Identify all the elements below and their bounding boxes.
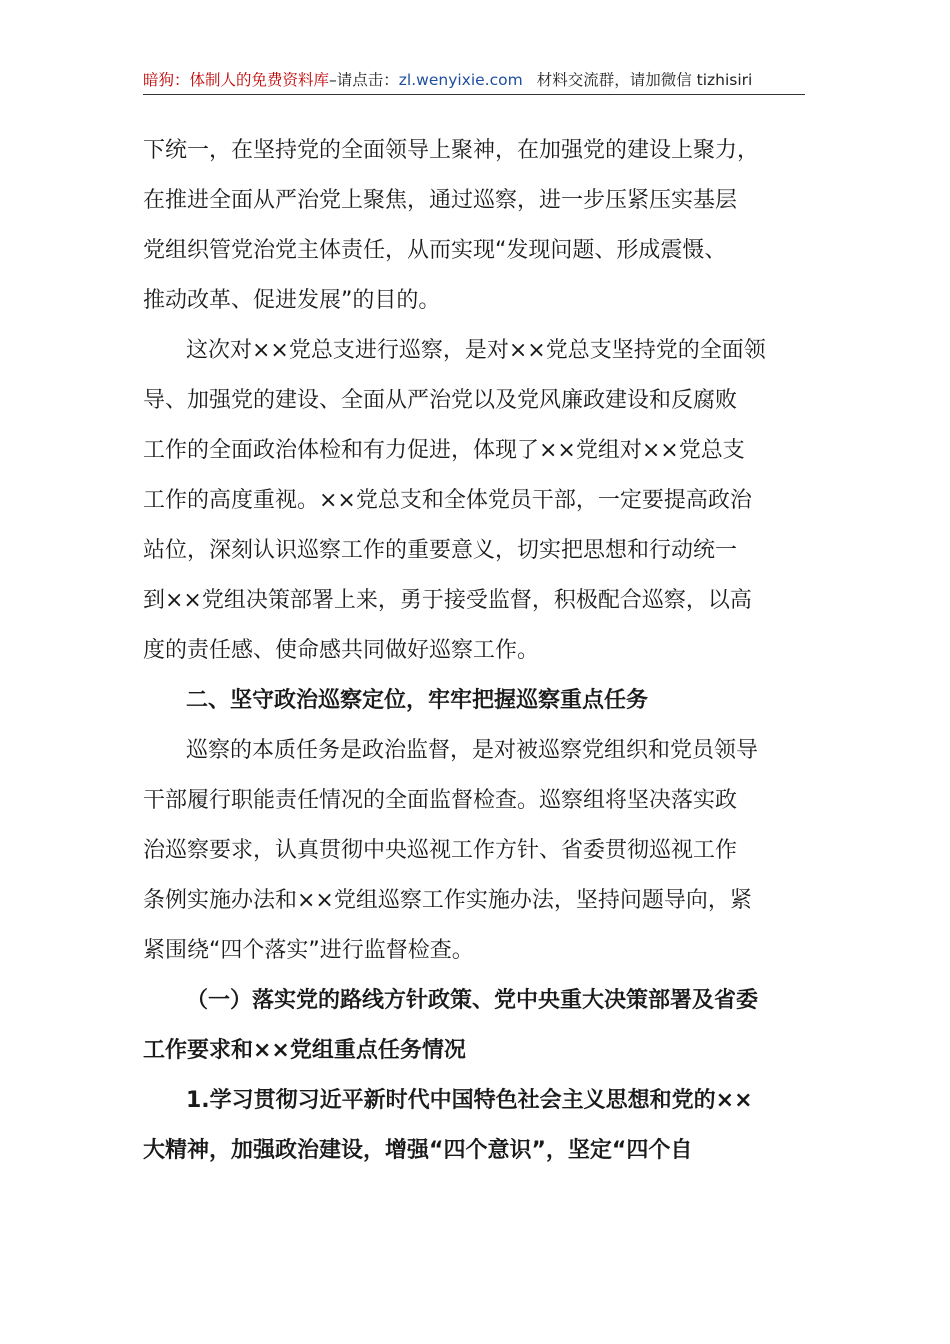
paragraph-line: 在推进全面从严治党上聚焦，通过巡察，进一步压紧压实基层 (143, 188, 738, 213)
paragraph-line: 导、加强党的建设、全面从严治党以及党风廉政建设和反腐败 (143, 388, 738, 413)
item-heading: 大精神，加强政治建设，增强“四个意识”，坚定“四个自 (143, 1138, 693, 1163)
paragraph-line: 到××党组决策部署上来，勇于接受监督，积极配合巡察，以高 (143, 588, 752, 613)
header-prompt: –请点击： (329, 71, 399, 89)
paragraph-line: 这次对××党总支进行巡察，是对××党总支坚持党的全面领 (186, 338, 766, 363)
paragraph-line: 干部履行职能责任情况的全面监督检查。巡察组将坚决落实政 (143, 788, 738, 813)
paragraph-line: 工作的高度重视。××党总支和全体党员干部，一定要提高政治 (143, 488, 752, 513)
paragraph-line: 推动改革、促进发展”的目的。 (143, 288, 441, 313)
subsection-heading: （一）落实党的路线方针政策、党中央重大决策部署及省委 (186, 988, 759, 1013)
paragraph-line: 巡察的本质任务是政治监督，是对被巡察党组织和党员领导 (186, 738, 759, 763)
item-heading: 1.学习贯彻习近平新时代中国特色社会主义思想和党的×× (186, 1088, 753, 1113)
paragraph-line: 站位，深刻认识巡察工作的重要意义，切实把思想和行动统一 (143, 538, 738, 563)
paragraph-line: 条例实施办法和××党组巡察工作实施办法，坚持问题导向，紧 (143, 888, 752, 913)
section-heading: 二、坚守政治巡察定位，牢牢把握巡察重点任务 (186, 688, 649, 713)
page-header (143, 68, 805, 95)
paragraph-line: 度的责任感、使命感共同做好巡察工作。 (143, 638, 540, 663)
paragraph-line: 治巡察要求，认真贯彻中央巡视工作方针、省委贯彻巡视工作 (143, 838, 738, 863)
paragraph-line: 紧围绕“四个落实”进行监督检查。 (143, 938, 474, 963)
header-url-link[interactable]: zl.wenyixie.com (398, 71, 523, 89)
header-group-note: 材料交流群，请加微信 tizhisiri (536, 71, 753, 89)
paragraph-line: 下统一，在坚持党的全面领导上聚神，在加强党的建设上聚力， (143, 138, 760, 163)
paragraph-line: 工作的全面政治体检和有力促进，体现了××党组对××党总支 (143, 438, 745, 463)
document-body (143, 126, 805, 1176)
paragraph-line: 党组织管党治党主体责任，从而实现“发现问题、形成震慑、 (143, 238, 727, 263)
header-brand: 暗狗：体制人的免费资料库 (143, 71, 330, 89)
subsection-heading: 工作要求和××党组重点任务情况 (143, 1038, 466, 1063)
